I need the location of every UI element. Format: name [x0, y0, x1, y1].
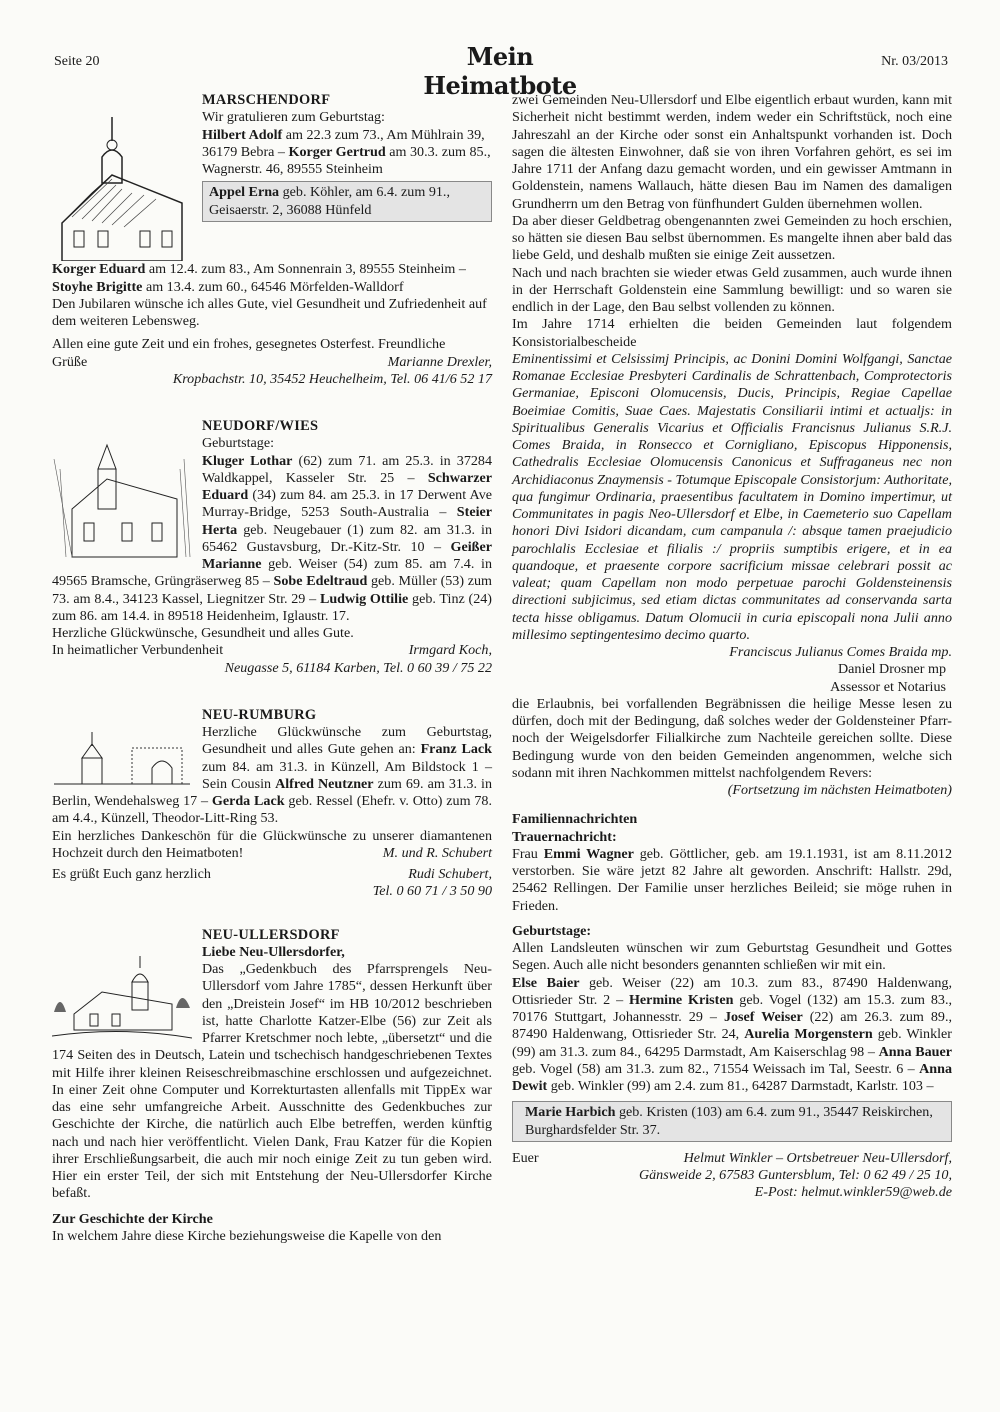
latin-decree — [512, 350, 952, 660]
person-name: Stoyhe Brigitte — [52, 278, 143, 295]
church-illustration-icon — [52, 728, 192, 786]
article-body: Das „Gedenkbuch des Pfarrsprengels Neu-Ullersdorf vom Jahre 1785“, dessen Herkunft über den „Dreistein Josef“ im HB 10/2012 beschrieben ist, hatte Charlotte Katzer-Elbe (56) zur Zeit als Pfarrer Kretschmer noch lebte, „übersetzt“ und die 174 Seiten des in Deutsch, Latein und tschechisch handgeschriebenen Textes mit Hilfe ihrer kleinen Reiseschreibmaschine erschlossen und aufgezeichnet. In einer Zeit ohne Computer und Korrekturtasten allenfalls mit TippEx war das eine sehr umfangreiche Arbeit. Ausschnitte des Gedenkbuches zur Geschichte der Kirche, die natürlich auch Elbe betreffen, werden künftig nach und nach hier veröffentlicht. Vielen Dank, Frau Katzer für die Kopien ihrer Erschließungsarbeit, die auch mir noch einige Zeit zu tun geben wird. Hier ein erster Teil, der sich mit Entstehung der Neu-Ullersdorfer Kirche befaßt. — [52, 961, 492, 1202]
person-name: Appel Erna — [209, 184, 280, 201]
section-title: NEU-RUMBURG — [202, 706, 317, 723]
text-segment: zum 69. am 31.3. in Berlin, Wendehalsweg 17 – — [52, 775, 493, 809]
text-segment: geb. Vogel (132) am 15.3. zum 83., 70176 Stuttgart, Johannesstr. 29 – — [512, 991, 952, 1025]
person-name: Korger Eduard — [52, 261, 146, 278]
person-name: Alfred Neutzner — [275, 775, 374, 792]
person-name: Anna Bauer — [878, 1043, 952, 1060]
text-segment: geb. Weiser (54) zum 85. am 7.4. in 49565 Bramsche, Grüngräserweg 85 – — [52, 556, 492, 590]
easter-text: Allen eine gute Zeit und ein frohes, gesegnetes Osterfest. Freundliche — [52, 336, 446, 353]
text-segment: (22) am 26.3. zum 89., 87490 Haldenwang, Ottisrieder Str. 24, — [512, 1009, 952, 1043]
masthead-logo: Mein Heimatbote — [423, 42, 577, 100]
text-segment: geb. Köhler, am 6.4. zum 91., Geisaerstr. 2, 36088 Hünfeld — [209, 184, 450, 218]
person-name: Schwarzer Eduard — [202, 469, 492, 503]
person-name: Marie Harbich — [525, 1104, 616, 1121]
section-marschendorf — [52, 92, 492, 388]
signature-name: Marianne Drexler, — [387, 353, 492, 370]
mourning-heading: Trauernachricht: — [512, 828, 617, 845]
signature-address: Kropbachstr. 10, 35452 Heuchelheim, Tel. 06 41/6 52 17 — [172, 370, 492, 387]
wish-text: Den Jubilaren wünsche ich alles Gute, viel Gesundheit und Zufriedenheit auf dem weiteren Lebensweg. — [52, 295, 487, 329]
person-name: Emmi Wagner — [543, 845, 634, 862]
text-segment: Frau — [512, 845, 544, 862]
signature-name: Irmgard Koch, — [408, 642, 492, 659]
greeting: Es grüßt Euch ganz herzlich — [52, 866, 211, 882]
signature-address: Neugasse 5, 61184 Karben, Tel. 0 60 39 / 75 22 — [224, 659, 492, 676]
section-neu-rumburg — [52, 707, 492, 901]
text-segment: geb. Weiser (22) am 10.3. zum 83., 87490 Haldenwang, Ottisrieder Str. 2 – — [512, 974, 952, 1008]
person-name: Sobe Edeltraud — [273, 573, 368, 590]
text-segment: am 13.4. zum 60., 64546 Mörfelden-Walldorf — [142, 278, 404, 295]
signature-name: Rudi Schubert, — [408, 866, 492, 882]
person-name: Ludwig Ottilie — [319, 590, 409, 607]
article-start: In welchem Jahre diese Kirche beziehungsweise die Kapelle von den — [52, 1227, 442, 1244]
latin-text: Eminentissimi et Celsissimj Principis, ac Donini Domini Wolfgangi, Sanctae Romanae Ecclesiae Presbyteri Cardinalis de Schrattenbach, Comprotectoris Germaniae, Episconi Olomucensis, Ducis, Principis, Regiae Capellae Boeimiae Comitis, Suae Caes. Majestatis Consiliarii intimi et actualjs: in Spiritualibus Generalis Vicarius et Officialis Francisnus Julianus S.R.J. Comes Braida, in Ronsecco et Cornigliano, Episcopus Hipponensis, Cathedralis Ecclesiae Olomucensis Canonicus et Suffraganeus nec non Archidiaconus Znaymensis - Totumque Episcopale Consistorjum: Authoritate, qua fungimur Ordinaria, praesentibus facultatem in Domino impertimur, ut Communitates in pagis Neo-Ullersdorf et Elbe, in Caemeterio suo Capellam honori Divi Isidori dicandam, cum campanula /: absque tamen praejudicio parochlalis Ecclesiae et filialis :/ propriis sumptibis erigere, et in ea quandoque, et praesente corpore sacrificium missae celebrari possit ac valeat; quam Capellam non modo perpetuae parochi Goldensteinensis directioni subjicimus, sed etiam dictas communitates ad conservanda sarta tecta hisse obligamus. Datum Olomucii in curia episcopali nona Julii anno millesimo septingentesimo decimo quarto. — [512, 350, 952, 643]
signature-name: Helmut Winkler – Ortsbetreuer Neu-Ullersdorf, — [683, 1149, 952, 1166]
text-segment: (62) zum 71. am 25.3. in 37284 Waldkappel, Kasseler Str. 25 – — [202, 452, 493, 486]
left-column — [52, 92, 492, 1245]
signature-row — [512, 1150, 952, 1167]
birthday-list-cont — [52, 261, 492, 296]
text-segment: zum 84. am 31.3. in Künzell, Am Bildstock 1 – Sein Cousin — [202, 758, 492, 792]
text-segment: am 30.3. zum 85., Wagnerstr. 46, 89555 Steinheim — [202, 143, 491, 177]
greeting: Grüße — [52, 353, 88, 370]
text-segment: geb. Tinz (24) zum 86. am 14.4. in 89518 Heidenheim, Iglaustr. 17. — [52, 590, 492, 624]
person-name: Hilbert Adolf — [202, 126, 283, 143]
signature-phone: Tel. 0 60 71 / 3 50 90 — [372, 883, 492, 900]
highlight-box — [202, 181, 492, 222]
issue-number: Nr. 03/2013 — [881, 54, 948, 69]
person-name: Josef Weiser — [723, 1009, 803, 1025]
notary-name: Daniel Drosner mp — [837, 661, 946, 678]
section-neu-ullersdorf — [52, 927, 492, 1246]
paragraph: Im Jahre 1714 erhielten die beiden Gemeinden laut folgendem Konsistorialbescheide — [512, 316, 952, 350]
church-illustration-icon — [52, 439, 192, 559]
thanks-text — [52, 828, 492, 863]
section-neudorf — [52, 418, 492, 677]
birthdays-heading: Geburtstage: — [512, 922, 592, 939]
thanks-body: Ein herzliches Dankeschön für die Glückwünsche zu unserer diamantenen Hochzeit durch den Heimatboten! — [52, 827, 492, 861]
mourning-text — [512, 846, 952, 915]
closing: In heimatlicher Verbundenheit — [52, 642, 224, 659]
paragraph: zwei Gemeinden Neu-Ullersdorf und Elbe eigentlich erbaut wurden, kann mit Sicherheit nicht bestimmt werden, indem weder ein Schriftstück, noch eine Jahreszahl an der Kirche oder sonst ein Anhaltspunkt vorhanden ist. Doch sagen die ältesten Einwohner, daß sie von ihren Vorfahren gehört, es sei im Jahre 1711 der Anfang dazu gemacht worden, und ein gewisser Amtmann in Goldenstein, namens Wallauch, hätte diesen Bau im Namen des damaligen Grundherrn um den Betrag von fünfhundert Gulden übernehmen wollen. — [512, 92, 952, 212]
latin-signature: Franciscus Julianus Comes Braida mp. — [729, 644, 952, 660]
church-illustration-icon — [52, 113, 192, 261]
signature-address: Gänsweide 2, 67583 Guntersblum, Tel: 0 62 49 / 25 10, — [638, 1167, 952, 1183]
section-title: NEU-ULLERSDORF — [202, 926, 340, 943]
family-news-heading: Familiennachrichten — [512, 811, 638, 828]
notary-title: Assessor et Notarius — [830, 678, 946, 695]
page-number: Seite 20 — [54, 54, 100, 69]
text-segment: geb. Neugebauer (1) zum 82. am 31.3. in 65462 Gustavsburg, Dr.-Kitz-Str. 10 – — [202, 521, 492, 555]
person-name: Korger Gertrud — [288, 143, 386, 160]
text-segment: am 12.4. zum 83., Am Sonnenrain 3, 89555 Steinheim – — [145, 261, 466, 278]
person-name: Anna Dewit — [512, 1060, 952, 1094]
text-segment: Herzliche Glückwünsche zum Geburtstag, Gesundheit und alles Gute gehen an: — [202, 724, 492, 758]
person-name: Gerda Lack — [211, 793, 285, 809]
closing: Euer — [512, 1149, 539, 1166]
text-segment: (34) zum 84. am 25.3. in 17 Derwent Ave Murray-Bridge, 5253 South-Australia – — [202, 487, 492, 521]
signature-row — [52, 354, 492, 371]
person-name: Else Baier — [512, 974, 580, 991]
signature-email: E-Post: helmut.winkler59@web.de — [754, 1184, 952, 1201]
text-segment: geb. Winkler (99) am 2.4. zum 81., 64287 Darmstadt, Karlstr. 103 – — [547, 1078, 934, 1094]
birthdays-intro: Allen Landsleuten wünschen wir zum Geburtstag Gesundheit und Gottes Segen. Auch alle nicht besonders genannten schließen wir mit ein. — [512, 940, 952, 974]
section-title: NEUDORF/WIES — [202, 418, 319, 434]
text-segment: geb. Göttlicher, geb. am 19.1.1931, ist am 8.11.2012 verstorben. Sie wäre jetzt 82 Jahre alt geworden. Anschrift: Hallstr. 29d, 25462 Rellingen. Der Familie unser herzliches Beileid; sie möge ruhen in Frieden. — [512, 845, 952, 914]
signature-row — [52, 866, 492, 883]
text-segment: geb. Vogel (58) am 31.3. zum 82., 71554 Weissach im Tal, Seestr. 6 – — [512, 1060, 920, 1077]
paragraph: Nach und nach brachten sie wieder etwas Geld zusammen, auch wurde ihnen in der Herrschaft Goldenstein eine Sammlung bewilligt: und so waren sie endlich in der Lage, den Bau selbst vollenden zu können. — [512, 264, 952, 315]
person-name: Aurelia Morgenstern — [744, 1026, 873, 1043]
person-name: Hermine Kristen — [628, 991, 734, 1008]
highlight-box — [512, 1101, 952, 1142]
salutation: Liebe Neu-Ullersdorfer, — [202, 943, 345, 960]
church-illustration-icon — [52, 952, 192, 1044]
text-segment: geb. Kristen (103) am 6.4. zum 91., 35447 Reiskirchen, Burghardsfelder Str. 37. — [525, 1104, 933, 1138]
person-name: Steier Herta — [202, 504, 492, 538]
subheading: Zur Geschichte der Kirche — [52, 1210, 213, 1227]
intro-text: Geburtstage: — [202, 435, 275, 452]
birthday-list — [512, 975, 952, 1096]
wish-text: Herzliche Glückwünsche, Gesundheit und alles Gute. — [52, 625, 354, 641]
thanks-signature: M. und R. Schubert — [382, 844, 492, 861]
person-name: Geißer Marianne — [202, 538, 492, 572]
continuation-note: (Fortsetzung im nächsten Heimatboten) — [727, 782, 952, 798]
signature-row — [52, 642, 492, 659]
section-title: MARSCHENDORF — [202, 92, 331, 108]
paragraph: Da aber dieser Geldbetrag obengenannten zwei Gemeinden zu hoch erschien, so hätten sie diesen Bau selbst übernommen. Es mangelte ihnen aber bald das liebe Geld, und deshalb mußten sie einige Zeit aussetzen. — [512, 212, 952, 264]
person-name: Franz Lack — [420, 741, 492, 758]
person-name: Kluger Lothar — [202, 452, 293, 469]
text-segment: geb. Winkler (99) am 31.3. zum 84., 64295 Darmstadt, Am Kaiserschlag 98 – — [512, 1026, 952, 1060]
text-segment: am 22.3 zum 73., Am Mühlrain 39, 36179 Bebra – — [202, 126, 485, 160]
text-segment: geb. Müller (53) zum 73. am 8.4., 34123 Kassel, Liegnitzer Str. 29 – — [52, 573, 492, 607]
intro-text: Wir gratulieren zum Geburtstag: — [202, 109, 385, 126]
right-column — [512, 92, 952, 1202]
text-segment: geb. Ressel (Ehefr. v. Otto) zum 78. am 4.4., Künzell, Theodor-Litt-Ring 53. — [52, 793, 492, 827]
paragraph: die Erlaubnis, bei vorfallenden Begräbnissen die heilige Messe lesen zu dürfen, doch mit der Bedingung, daß solches weder der Goldensteiner Pfarr- noch der Weigelsdorfer Filialkirche zum Nachteile gereichen sollte. Diese Bedingung wurde von den beiden Gemeinden angenommen, welche sich sodann mit ihren Nachkommen mittelst nachfolgendem Revers: — [512, 695, 952, 781]
